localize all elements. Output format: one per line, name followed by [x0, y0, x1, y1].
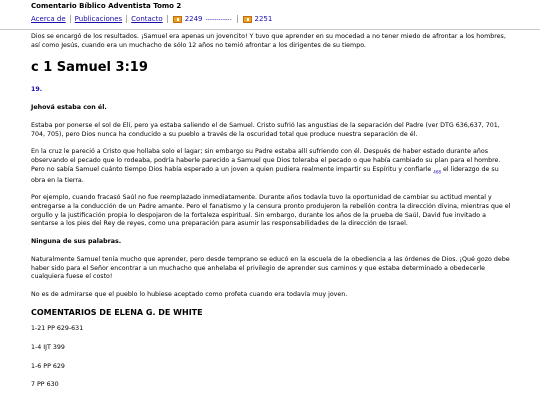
top-nav: [31, 12, 277, 26]
main-content: [31, 33, 511, 400]
commentary-paragraph: Naturalmente Samuel tenía mucho que aprender, pero desde temprano se educó en la escuela de la obediencia a las órdenes de Dios. ¡Qué gozo debe haber sido para el Señor encontrar a un muchacho que anhelaba el privilegio de aprender sus caminos y que estaba determinado a obedecerle cualquiera fuese el costo!: [31, 255, 510, 281]
next-page-number: 2251: [254, 15, 273, 23]
intro-paragraph: Dios se encargó de los resultados. ¡Samuel era apenas un jovencito! Y tuvo que aprender en su mocedad a no tener miedo de afrontar a los hombres, así como Jesús, cuando era un muchacho de sólo 12 años no temió afrontar a los dirigentes de su tiempo.: [31, 33, 506, 49]
list-item: 1-6 PP 629: [31, 362, 65, 370]
list-item: 7 PP 630: [31, 381, 59, 389]
list-item: 1-21 PP 629-631: [31, 325, 84, 333]
page-separator: ------------: [205, 15, 232, 23]
egw-heading: COMENTARIOS DE ELENA G. DE WHITE: [31, 307, 203, 317]
book-icon: [243, 16, 252, 23]
prev-page-number: 2249: [184, 15, 203, 23]
commentary-text: En la cruz le pareció a Cristo que hollaba solo el lagar; sin embargo su Padre estaba allí sufriendo con él. Después de haber estado durante años observando el pecado que lo rodeaba, podría haberle parecido a Samuel que Dios toleraba el pecado o que había cambiado su plan para el hombre. Pero no sabía Samuel cuánto tiempo Dios había esperado a un joven a quien pudiera realmente impartir su Espíritu y confiarle: [31, 148, 501, 173]
nav-link-about[interactable]: Acerca de: [31, 15, 71, 23]
next-page-link[interactable]: [237, 15, 278, 23]
verse-number-link[interactable]: 19.: [31, 86, 43, 94]
verse-title: Jehová estaba con él.: [31, 104, 107, 112]
commentary-paragraph: [31, 148, 511, 185]
commentary-paragraph: No es de admirarse que el pueblo lo hubiese aceptado como profeta cuando era todavía muy joven.: [31, 290, 348, 298]
header-divider: [0, 29, 540, 30]
commentary-paragraph: Por ejemplo, cuando fracasó Saúl no fue reemplazado inmediatamente. Durante años todavía tuvo la oportunidad de cambiar su actitud mental y entregarse a la conducción de un Padre amante. Pero el fanatismo y la censura pronto produjeron la rebelión contra la dirección divina, mientras que el orgullo y la justificación propia lo despojaron de la fortaleza espiritual. Sin embargo, durante los años de la prueba de Saúl, David fue invitado a sentarse a los pies del Rey de reyes, como una preparación para asumir las responsabilidades de la dirección de Israel.: [31, 194, 511, 228]
egw-reference-list: [31, 325, 511, 390]
verse-heading: c 1 Samuel 3:19: [31, 60, 148, 76]
commentary-paragraph: Estaba por ponerse el sol de Elí, pero ya estaba saliendo el de Samuel. Cristo sufrió las angustias de la separación del Padre (ver DTG 636,637, 701, 704, 705), pero Dios nunca ha conducido a su pueblo a través de la oscuridad total que produce nuestra separación de él.: [31, 121, 500, 138]
section-title: Ninguna de sus palabras.: [31, 238, 122, 246]
prev-page-link[interactable]: [168, 15, 237, 23]
book-icon: [173, 16, 182, 23]
page-reference-link[interactable]: 468: [433, 168, 441, 174]
commentary-text: el liderazgo de su obra en la tierra.: [31, 165, 499, 184]
list-item: 1-4 IJT 399: [31, 344, 65, 352]
nav-link-publications[interactable]: Publicaciones: [71, 15, 127, 23]
book-title: Comentario Bíblico Adventista Tomo 2: [31, 2, 182, 10]
nav-link-contact[interactable]: Contacto: [127, 15, 168, 23]
